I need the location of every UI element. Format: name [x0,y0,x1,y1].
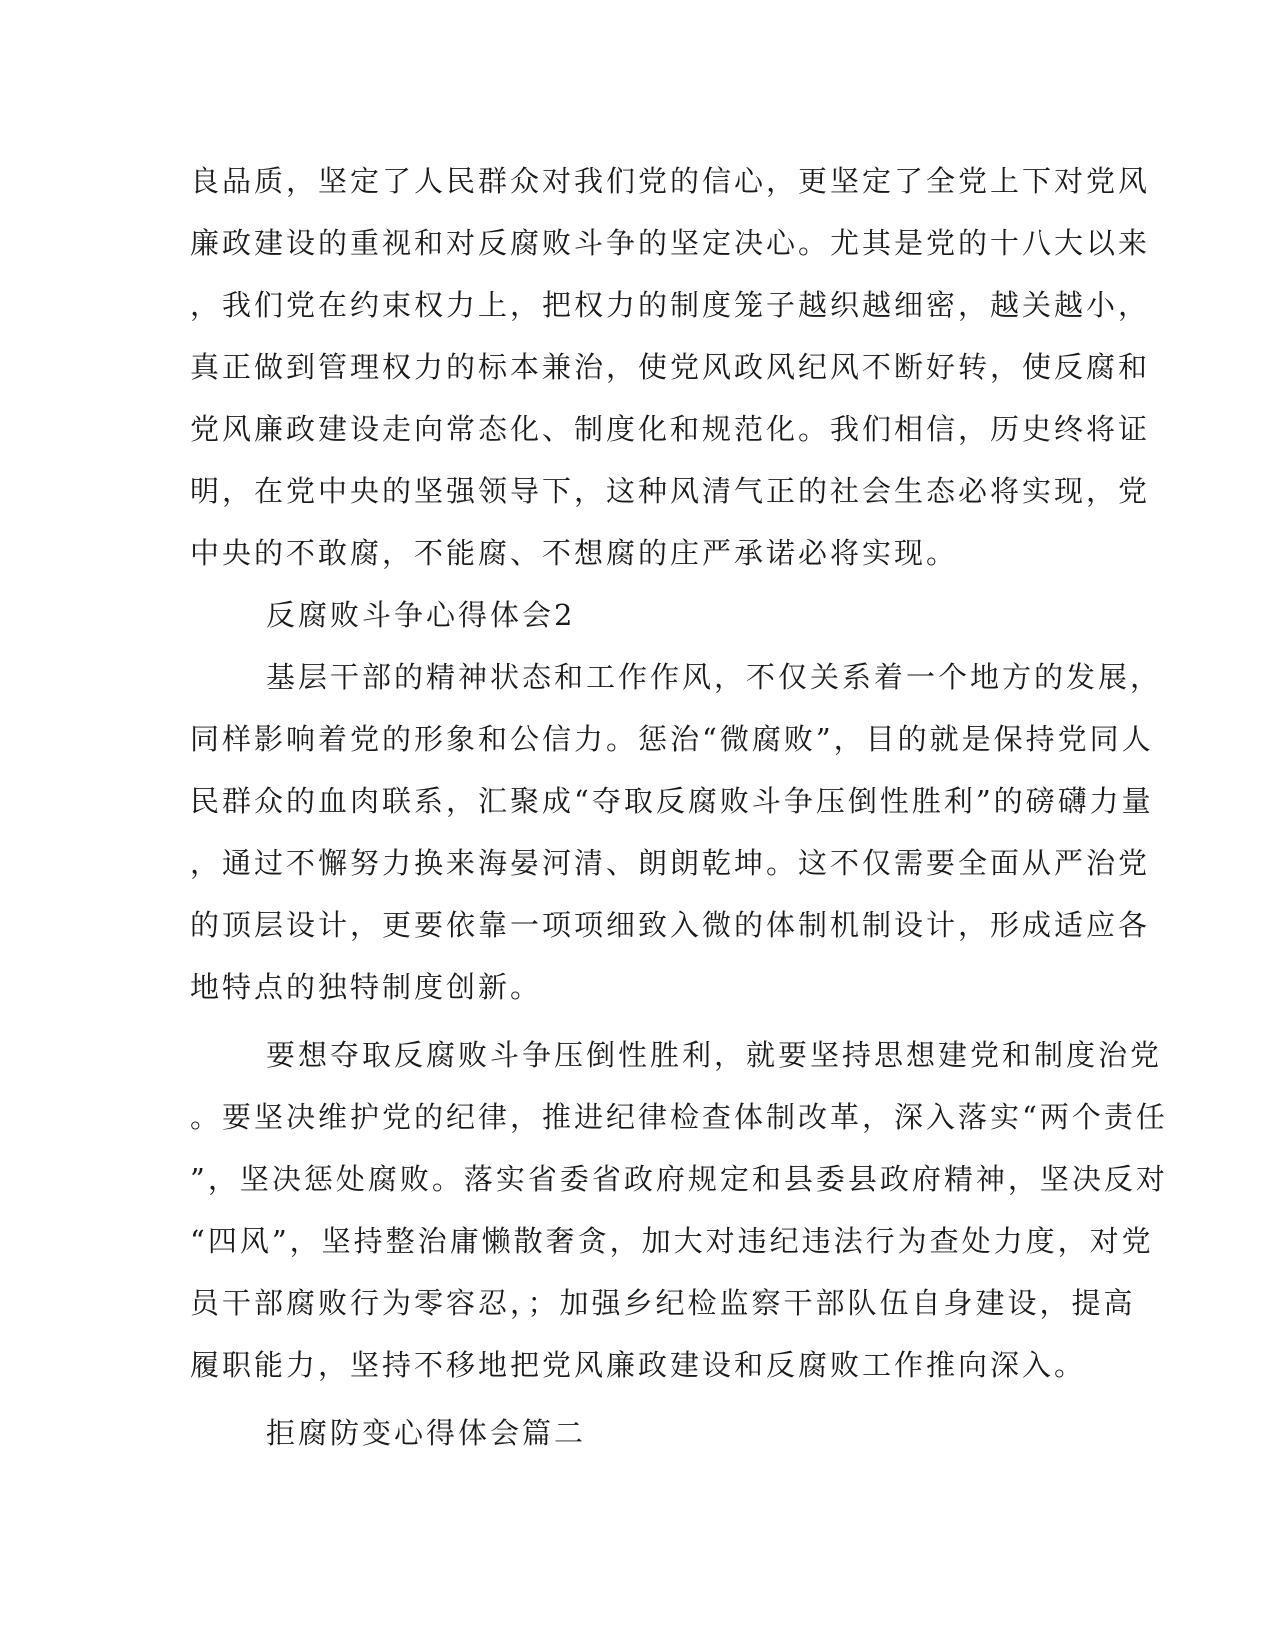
text-line: 同样影响着党的形象和公信力。惩治“微腐败”，目的就是保持党同人 [190,722,1154,756]
paragraph-3 [190,1024,1168,1396]
text-line: 党风廉政建设走向常态化、制度化和规范化。我们相信，历史终将证 [190,412,1151,446]
text-line: 明，在党中央的坚强领导下，这种风清气正的社会生态必将实现，党 [190,474,1151,508]
text-line: 。要坚决维护党的纪律，推进纪律检查体制改革，深入落实“两个责任 [190,1100,1168,1134]
text-line: 要想夺取反腐败斗争压倒性胜利，就要坚持思想建党和制度治党 [266,1038,1163,1072]
text-line: 中央的不敢腐，不能腐、不想腐的庄严承诺必将实现。 [190,536,959,570]
paragraph-2 [190,646,1163,1018]
text-line: 基层干部的精神状态和工作作风，不仅关系着一个地方的发展， [266,660,1163,694]
section-heading-2: 拒腐防变心得体会篇二 [266,1416,587,1450]
text-line: 民群众的血肉联系，汇聚成“夺取反腐败斗争压倒性胜利”的磅礴力量 [190,784,1154,818]
text-line: ”，坚决惩处腐败。落实省委省政府规定和县委县政府精神，坚决反对 [190,1162,1168,1196]
text-line: ，我们党在约束权力上，把权力的制度笼子越织越细密，越关越小， [190,288,1151,322]
text-line: ，通过不懈努力换来海晏河清、朗朗乾坤。这不仅需要全面从严治党 [190,846,1151,880]
text-line: 地特点的独特制度创新。 [190,970,543,1004]
text-line: 真正做到管理权力的标本兼治，使党风政风纪风不断好转，使反腐和 [190,350,1151,384]
section-heading-1: 反腐败斗争心得体会2 [266,598,576,632]
document-body [190,150,1168,1464]
text-line: “四风”，坚持整治庸懒散奢贪，加大对违纪违法行为查处力度，对党 [190,1224,1154,1258]
text-line: 员干部腐败行为零容忍，；加强乡纪检监察干部队伍自身建设，提高 [190,1286,1136,1320]
text-line: 良品质，坚定了人民群众对我们党的信心，更坚定了全党上下对党风 [190,164,1151,198]
text-line: 的顶层设计，更要依靠一项项细致入微的体制机制设计，形成适应各 [190,908,1151,942]
paragraph-1 [190,150,1151,584]
text-line: 履职能力，坚持不移地把党风廉政建设和反腐败工作推向深入。 [190,1348,1087,1382]
text-line: 廉政建设的重视和对反腐败斗争的坚定决心。尤其是党的十八大以来 [190,226,1151,260]
